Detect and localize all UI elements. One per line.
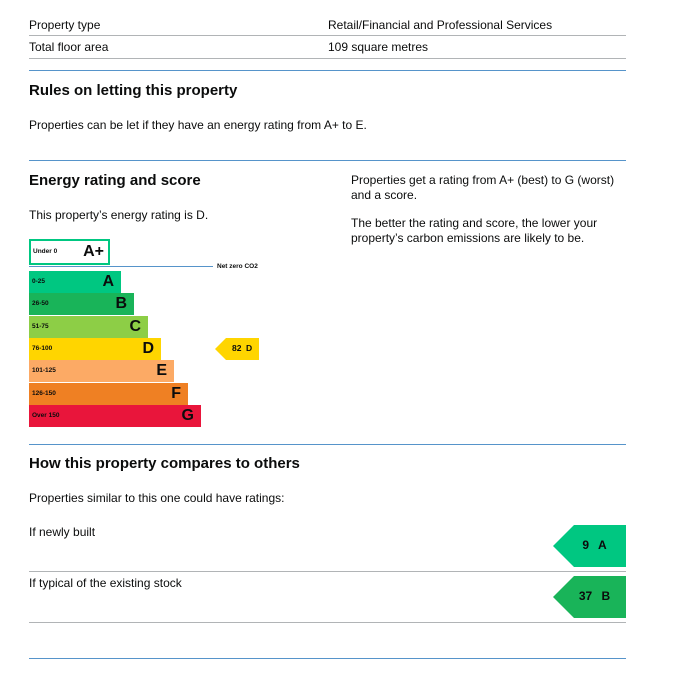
floor-area-label: Total floor area — [29, 40, 109, 54]
band-e — [29, 360, 174, 382]
band-range: 26-50 — [32, 300, 49, 307]
net-zero-label: Net zero CO2 — [217, 263, 258, 270]
band-a-plus — [29, 239, 110, 265]
energy-rating-text: This property’s energy rating is D. — [29, 208, 209, 222]
compare-score: 37 — [578, 589, 593, 603]
compare-score: 9 — [582, 538, 590, 552]
rating-arrow-label — [553, 538, 626, 553]
section-divider — [29, 444, 626, 445]
divider — [29, 58, 626, 59]
current-letter: D — [246, 343, 253, 353]
compare-row-label: If newly built — [29, 525, 96, 539]
compare-intro: Properties similar to this one could have ratings: — [29, 491, 285, 505]
band-a — [29, 271, 121, 293]
band-letter: F — [171, 385, 181, 402]
band-letter: D — [142, 340, 154, 357]
rating-arrow-b — [553, 576, 626, 618]
band-d — [29, 338, 161, 360]
property-type-label: Property type — [29, 18, 101, 32]
band-letter: C — [129, 318, 141, 335]
band-range: 51-75 — [32, 323, 49, 330]
current-score: 82 — [232, 343, 242, 353]
letting-text: Properties can be let if they have an energy rating from A+ to E. — [29, 118, 367, 132]
current-rating-marker — [215, 338, 259, 360]
band-range: 0-25 — [32, 278, 46, 285]
band-letter: A — [102, 273, 114, 290]
property-type-value: Retail/Financial and Professional Services — [328, 18, 553, 32]
compare-row-label: If typical of the existing stock — [29, 576, 182, 590]
band-letter: A+ — [83, 243, 104, 260]
energy-explain-1: Properties get a rating from A+ (best) to G (worst) and a score. — [351, 173, 615, 202]
section-divider — [29, 160, 626, 161]
section-divider — [29, 70, 626, 71]
compare-letter: B — [601, 589, 611, 603]
band-range: 76-100 — [32, 345, 53, 352]
band-letter: B — [115, 295, 127, 312]
compare-letter: A — [597, 538, 607, 552]
band-letter: E — [156, 362, 167, 379]
band-letter: G — [181, 407, 194, 424]
floor-area-value: 109 square metres — [328, 40, 429, 54]
net-zero-line — [29, 266, 213, 267]
letting-heading: Rules on letting this property — [29, 82, 238, 99]
divider — [29, 35, 626, 36]
energy-heading: Energy rating and score — [29, 172, 201, 189]
divider — [29, 571, 626, 572]
energy-explain-2: The better the rating and score, the lower your property’s carbon emissions are likely to be. — [351, 216, 598, 245]
section-divider — [29, 658, 626, 659]
compare-heading: How this property compares to others — [29, 455, 300, 472]
band-range: 126-150 — [32, 390, 56, 397]
band-range: Over 150 — [32, 412, 60, 419]
band-b — [29, 293, 134, 315]
band-range: Under 0 — [33, 248, 58, 255]
band-f — [29, 383, 188, 405]
rating-arrow-a — [553, 525, 626, 567]
band-range: 101-125 — [32, 367, 56, 374]
divider — [29, 622, 626, 623]
band-g — [29, 405, 201, 427]
rating-arrow-label — [553, 589, 626, 604]
band-c — [29, 316, 148, 338]
